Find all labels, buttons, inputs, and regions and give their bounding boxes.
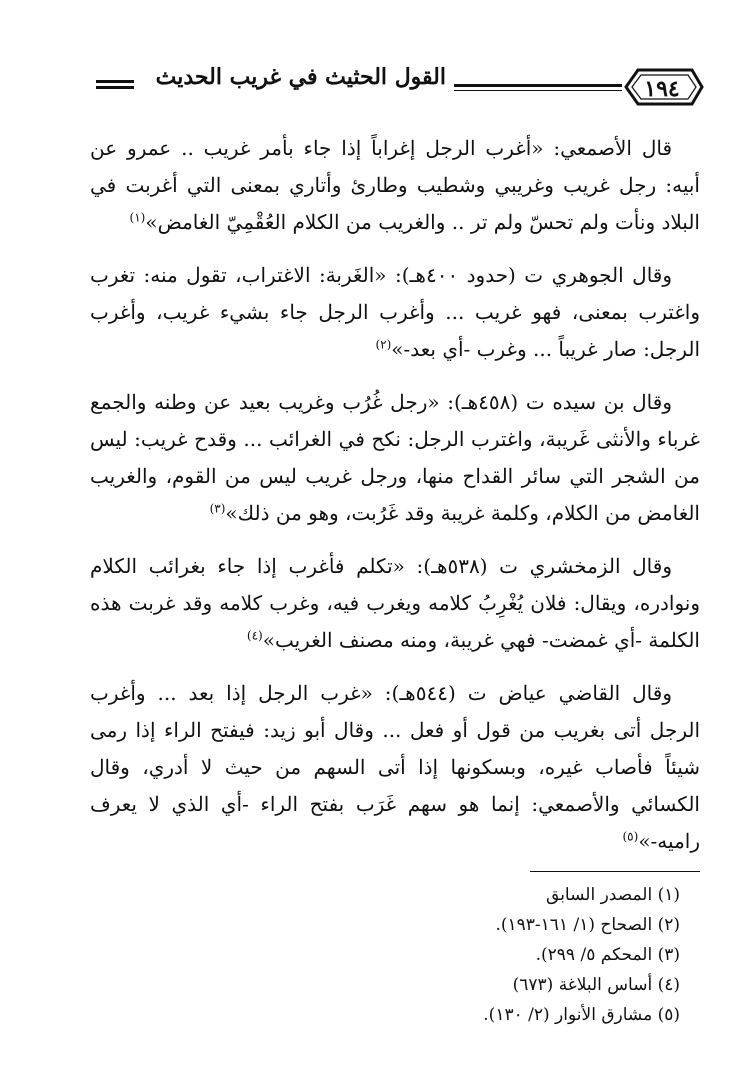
footnote-2: (٢) الصحاح (١/ ١٦١-١٩٣).	[495, 915, 680, 935]
paragraph-qadi-iyad	[90, 675, 700, 860]
footnote-ref[interactable]: (٥)	[622, 829, 639, 844]
paragraph-asmai	[90, 130, 700, 241]
page-number: ١٩٤	[644, 76, 680, 102]
footnote-3: (٣) المحكم ٥/ ٢٩٩).	[535, 945, 680, 965]
paragraph-zamakhshari	[90, 548, 700, 659]
footnote-ref[interactable]: (٣)	[209, 501, 226, 516]
header-rule-left-2	[96, 86, 134, 89]
paragraph-text: وقال بن سيده ت (٤٥٨هـ): «رجل غُرُب وغريب بعيد عن وطنه والجمع غرباء والأنثى غَريبة، واغترب الرجل: نكح في الغرائب ... وقدح غريب: ليس من الشجر التي سائر القداح منها، ورجل غريب ليس من القوم، والغريب الغامض من الكلام، وكلمة غريبة وقد غَرُبت، وهو من ذلك»	[90, 390, 700, 525]
footnote-1: (١) المصدر السابق	[546, 885, 680, 905]
footnote-separator	[530, 871, 700, 872]
paragraph-jawhari	[90, 257, 700, 368]
header-rule-left	[96, 80, 134, 83]
paragraph-text: وقال الجوهري ت (حدود ٤٠٠هـ): «الغَربة: الاغتراب، تقول منه: تغرب واغترب بمعنى، فهو غريب ... وأغرب الرجل جاء بشيء غريب، وأغرب الرجل: صار غريباً ... وغرب -أي بعد-»	[90, 263, 700, 361]
page-header	[88, 58, 704, 118]
paragraph-ibn-sidah	[90, 384, 700, 532]
footnote-ref[interactable]: (٤)	[246, 628, 263, 643]
header-rule-right	[454, 84, 622, 87]
footnote-ref[interactable]: (١)	[129, 210, 146, 225]
paragraph-text: وقال الزمخشري ت (٥٣٨هـ): «تكلم فأغرب إذا جاء بغرائب الكلام ونوادره، ويقال: فلان يُغْرِبُ كلامه ويغرب فيه، وغرب كلامه وقد غربت هذه الكلمة -أي غمضت- فهي غريبة، ومنه مصنف الغريب»	[90, 554, 700, 652]
main-text	[90, 130, 700, 876]
header-rule-right-2	[454, 90, 622, 91]
running-title: القول الحثيث في غريب الحديث	[155, 64, 446, 90]
footnote-4: (٤) أساس البلاغة (٦٧٣)	[512, 975, 680, 995]
footnote-ref[interactable]: (٢)	[375, 337, 392, 352]
paragraph-text: قال الأصمعي: «أغرب الرجل إغراباً إذا جاء بأمر غريب .. عمرو عن أبيه: رجل غريب وغريبي وشطيب وطارئ وأتاري بمعنى التي أغربت في البلاد ونأت ولم تحسّ ولم تر .. والغريب من الكلام العُقْمِيّ الغامض»	[90, 136, 700, 234]
paragraph-text: وقال القاضي عياض ت (٥٤٤هـ): «غرب الرجل إذا بعد ... وأغرب الرجل أتى بغريب من قول أو فعل ... وقال أبو زيد: فيفتح الراء إذا رمى شيئاً فأصاب غيره، وبسكونها إذا أتى السهم من حيث لا أدري، وقال الكسائي والأصمعي: إنما هو سهم غَرَب بفتح الراء -أي الذي لا يعرف راميه-»	[90, 681, 700, 853]
footnote-5: (٥) مشارق الأنوار (٢/ ١٣٠).	[483, 1005, 680, 1025]
footnotes	[90, 880, 700, 1030]
